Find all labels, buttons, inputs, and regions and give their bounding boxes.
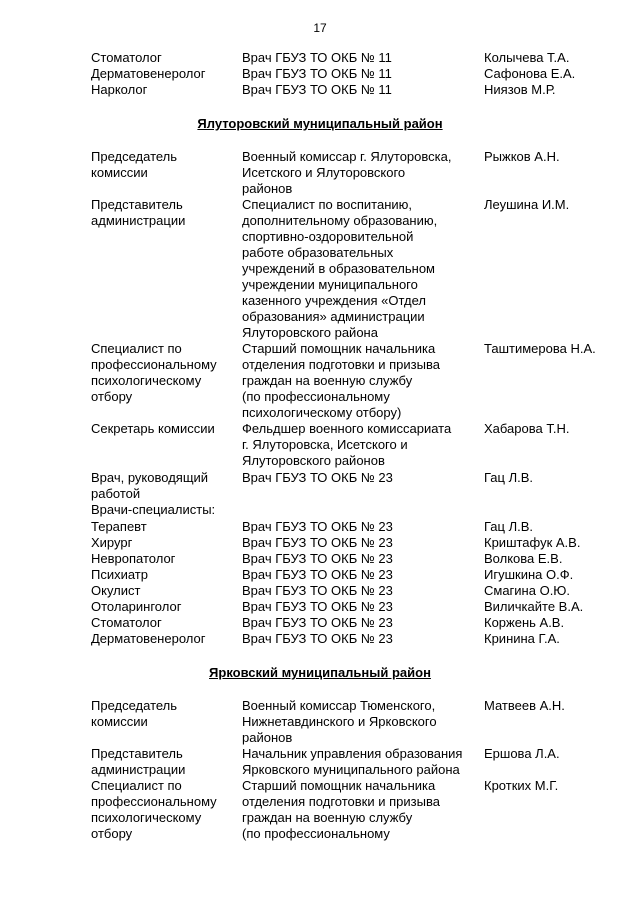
position-cell: Врач ГБУЗ ТО ОКБ № 23 (242, 583, 393, 598)
section-heading: Ярковский муниципальный район (209, 665, 431, 680)
name-cell: Матвеев А.Н. (484, 698, 565, 713)
role-cell: Дерматовенеролог (91, 631, 206, 646)
name-cell: Кротких М.Г. (484, 778, 559, 793)
position-cell: Военный комиссар г. Ялуторовска, Исетского и Ялуторовского районов (242, 149, 452, 196)
section-heading: Ялуторовский муниципальный район (197, 116, 443, 131)
name-cell: Криштафук А.В. (484, 535, 581, 550)
role-cell: Представитель администрации (91, 746, 186, 777)
name-cell: Игушкина О.Ф. (484, 567, 574, 582)
role-cell: Хирург (91, 535, 133, 550)
role-cell: Врач, руководящий работой Врачи-специалисты: (91, 470, 216, 517)
position-cell: Врач ГБУЗ ТО ОКБ № 23 (242, 519, 393, 534)
position-cell: Врач ГБУЗ ТО ОКБ № 11 (242, 66, 392, 81)
role-cell: Стоматолог (91, 50, 162, 65)
name-cell: Смагина О.Ю. (484, 583, 571, 598)
name-cell: Леушина И.М. (484, 197, 570, 212)
role-cell: Психиатр (91, 567, 148, 582)
role-cell: Окулист (91, 583, 141, 598)
name-cell: Ниязов М.Р. (484, 82, 556, 97)
position-cell: Врач ГБУЗ ТО ОКБ № 23 (242, 615, 393, 630)
position-cell: Врач ГБУЗ ТО ОКБ № 23 (242, 567, 393, 582)
position-cell: Военный комиссар Тюменского, Нижнетавдинского и Ярковского районов (242, 698, 437, 745)
role-cell: Невропатолог (91, 551, 176, 566)
name-cell: Таштимерова Н.А. (484, 341, 596, 356)
position-cell: Старший помощник начальника отделения подготовки и призыва граждан на военную службу (по профессиональному (242, 778, 440, 841)
page-number: 17 (313, 21, 327, 35)
position-cell: Врач ГБУЗ ТО ОКБ № 11 (242, 82, 392, 97)
name-cell: Коржень А.В. (484, 615, 565, 630)
name-cell: Гац Л.В. (484, 470, 534, 485)
role-cell: Представитель администрации (91, 197, 186, 228)
role-cell: Специалист по профессиональному психологическому отбору (91, 341, 217, 404)
position-cell: Специалист по воспитанию, дополнительному образованию, спортивно-оздоровительной работе образовательных учреждений в образовательном учреждении муниципального казенного учреждения «Отдел образования» администрации Ялуторовского района (242, 197, 438, 340)
role-cell: Терапевт (91, 519, 147, 534)
position-cell: Старший помощник начальника отделения подготовки и призыва граждан на военную службу (по профессиональному психологическому отбору) (242, 341, 440, 420)
position-cell: Врач ГБУЗ ТО ОКБ № 23 (242, 599, 393, 614)
position-cell: Врач ГБУЗ ТО ОКБ № 23 (242, 535, 393, 550)
role-cell: Стоматолог (91, 615, 162, 630)
name-cell: Кринина Г.А. (484, 631, 560, 646)
role-cell: Отоларинголог (91, 599, 182, 614)
name-cell: Рыжков А.Н. (484, 149, 560, 164)
name-cell: Сафонова Е.А. (484, 66, 576, 81)
role-cell: Председатель комиссии (91, 698, 178, 729)
role-cell: Дерматовенеролог (91, 66, 206, 81)
role-cell: Секретарь комиссии (91, 421, 215, 436)
position-cell: Врач ГБУЗ ТО ОКБ № 11 (242, 50, 392, 65)
position-cell: Начальник управления образования Ярковского муниципального района (242, 746, 463, 777)
role-cell: Нарколог (91, 82, 148, 97)
name-cell: Волкова Е.В. (484, 551, 563, 566)
role-cell: Специалист по профессиональному психологическому отбору (91, 778, 217, 841)
position-cell: Врач ГБУЗ ТО ОКБ № 23 (242, 551, 393, 566)
name-cell: Колычева Т.А. (484, 50, 570, 65)
name-cell: Гац Л.В. (484, 519, 534, 534)
position-cell: Врач ГБУЗ ТО ОКБ № 23 (242, 470, 393, 485)
position-cell: Фельдшер военного комиссариата г. Ялуторовска, Исетского и Ялуторовского районов (242, 421, 452, 468)
name-cell: Ершова Л.А. (484, 746, 560, 761)
role-cell: Председатель комиссии (91, 149, 178, 180)
name-cell: Виличкайте В.А. (484, 599, 584, 614)
position-cell: Врач ГБУЗ ТО ОКБ № 23 (242, 631, 393, 646)
name-cell: Хабарова Т.Н. (484, 421, 570, 436)
